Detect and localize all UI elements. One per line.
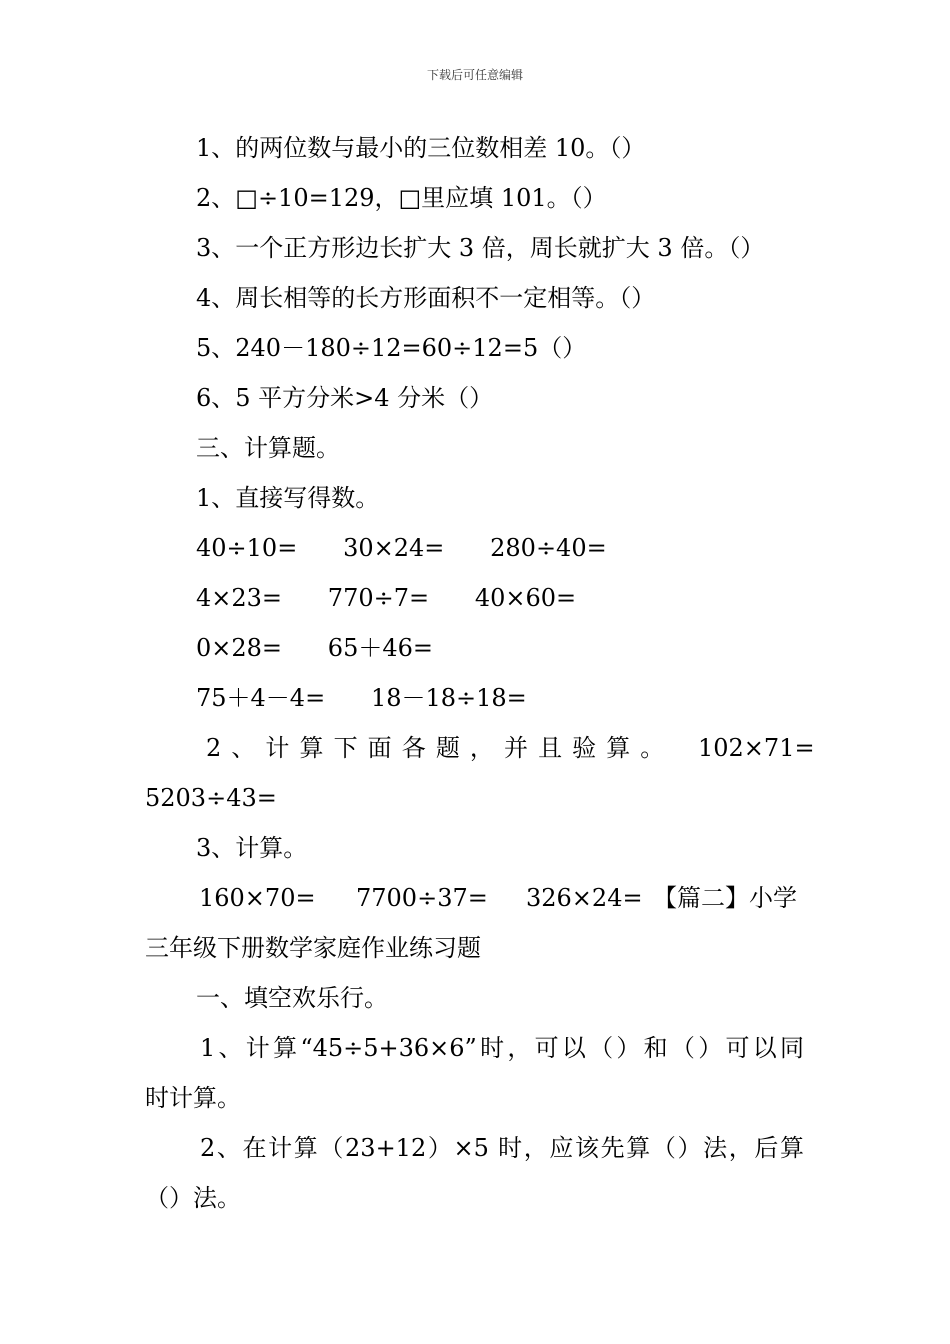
fill-item-2-continued: （）法。 (145, 1184, 241, 1212)
part-two-label: 【篇二】小学 (653, 884, 797, 912)
fill-item-1: 1、计算“45÷5+36×6”时，可以（）和（）可以同 (200, 1034, 804, 1062)
judge-item-4: 4、周长相等的长方形面积不一定相等。（） (196, 284, 656, 312)
calc-row-1: 40÷10= 30×24= 280÷40= (196, 534, 607, 562)
calc-expression-326x24: 326×24= (526, 884, 643, 912)
judge-item-3: 3、一个正方形边长扩大 3 倍，周长就扩大 3 倍。（） (196, 234, 765, 262)
document-title: 三年级下册数学家庭作业练习题 (145, 934, 481, 962)
fill-item-1-continued: 时计算。 (145, 1084, 241, 1112)
fill-item-2: 2、在计算（23+12）×5 时，应该先算（）法，后算 (200, 1134, 804, 1162)
judge-item-6: 6、5 平方分米>4 分米（） (196, 384, 494, 412)
calc-row-4: 75＋4－4= 18－18÷18= (196, 684, 527, 712)
calc-row-3: 0×28= 65＋46= (196, 634, 433, 662)
calc-question-1: 1、直接写得数。 (196, 484, 380, 512)
calc-expression-7700div37: 7700÷37= (356, 884, 488, 912)
section-heading-fill-in: 一、填空欢乐行。 (196, 984, 388, 1012)
judge-item-1: 1、的两位数与最小的三位数相差 10。（） (196, 134, 646, 162)
calc-expression-5203div43: 5203÷43= (145, 784, 277, 812)
judge-item-2: 2、□÷10=129，□里应填 101。（） (196, 184, 607, 212)
calc-expression-102x71: 102×71= (698, 734, 815, 762)
calc-question-2: 2、计算下面各题，并且验算。 (206, 734, 675, 762)
section-heading-calculation: 三、计算题。 (196, 434, 340, 462)
page-header: 下载后可任意编辑 (426, 68, 523, 82)
calc-question-3: 3、计算。 (196, 834, 308, 862)
calc-expression-160x70: 160×70= (199, 884, 316, 912)
judge-item-5: 5、240－180÷12=60÷12=5（） (196, 334, 587, 362)
calc-row-2: 4×23= 770÷7= 40×60= (196, 584, 577, 612)
